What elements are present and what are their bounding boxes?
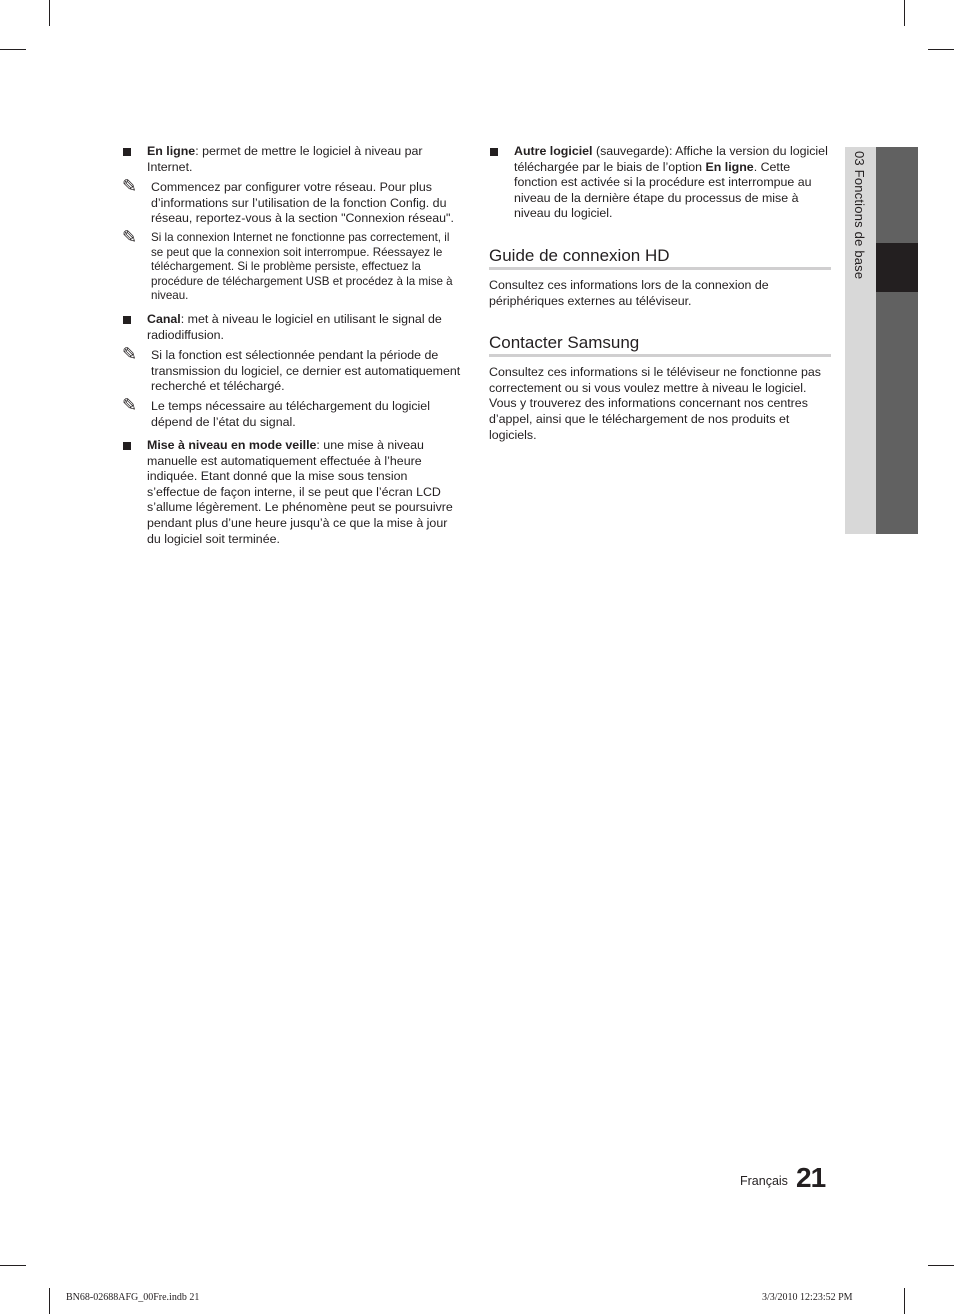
- page-number: 21: [796, 1162, 826, 1193]
- crop-mark: [49, 1288, 50, 1314]
- section-guide-connexion-hd: [489, 246, 831, 309]
- bullet-text: . Cette fonction est activée si la procédure est interrompue au niveau de la dernière étape du processus de mise à niveau du logiciel.: [514, 159, 812, 221]
- footer-language: Français: [740, 1174, 788, 1188]
- note-text: Si la fonction est sélectionnée pendant la période de transmission du logiciel, ce dernier est automatiquement recherché et téléchargé.: [151, 348, 461, 394]
- note: [122, 344, 462, 395]
- crop-mark: [904, 0, 905, 26]
- crop-mark: [928, 1265, 954, 1266]
- section-body: Consultez ces informations lors de la connexion de périphériques externes au téléviseur.: [489, 277, 769, 308]
- square-bullet-icon: [490, 148, 498, 156]
- bullet-item-autre-logiciel: [489, 144, 831, 222]
- square-bullet-icon: [123, 442, 131, 450]
- note: [122, 176, 462, 227]
- pencil-note-icon: ✎: [122, 344, 138, 366]
- pencil-note-icon: ✎: [122, 176, 138, 198]
- note: [122, 226, 462, 304]
- crop-mark: [49, 0, 50, 26]
- print-slug-timestamp: 3/3/2010 12:23:52 PM: [762, 1292, 853, 1303]
- left-column: [122, 144, 462, 552]
- bullet-term: Autre logiciel: [514, 144, 593, 158]
- bullet-item-mise-a-niveau-veille: [122, 438, 462, 547]
- note: [122, 394, 462, 430]
- note-text: Le temps nécessaire au téléchargement du logiciel dépend de l’état du signal.: [151, 398, 430, 429]
- note-text: Si la connexion Internet ne fonctionne pas correctement, il se peut que la connexion soit interrompue. Réessayez le téléchargement. Si le problème persiste, effectuez la procédure de téléchargement USB et procédez à la mise à niveau.: [151, 230, 453, 303]
- section-title: Guide de connexion HD: [489, 246, 831, 270]
- chapter-tab-strip: [876, 147, 918, 534]
- bullet-item-canal: [122, 312, 462, 343]
- crop-mark: [928, 49, 954, 50]
- bullet-text: (sauvegarde): Affiche la version du logiciel téléchargée par le biais de l’option: [514, 144, 828, 174]
- note-text: Commencez par configurer votre réseau. Pour plus d’informations sur l’utilisation de la fonction Config. du réseau, reportez-vous à la section "Connexion réseau".: [151, 180, 454, 226]
- bullet-text: : une mise à niveau manuelle est automatiquement effectuée à l’heure indiquée. Etant donné que la mise sous tension s’effectue de façon interne, il se peut que l’écran LCD s’allume légèrement. Le phénomène peut se poursuivre pendant plus d’une heure jusqu’à ce que la mise à jour du logiciel soit terminée.: [147, 438, 453, 546]
- section-body: Consultez ces informations si le téléviseur ne fonctionne pas correctement ou si vous voulez mettre à niveau le logiciel. Vous y trouverez des informations concernant nos centres d’appel, ainsi que le téléchargement de nos produits et logiciels.: [489, 365, 821, 442]
- pencil-note-icon: ✎: [122, 226, 138, 248]
- bullet-term: Canal: [147, 311, 181, 326]
- square-bullet-icon: [123, 316, 131, 324]
- print-slug-file: BN68-02688AFG_00Fre.indb 21: [66, 1292, 200, 1303]
- chapter-tab-marker: [876, 243, 918, 292]
- chapter-label: 03 Fonctions de base: [852, 151, 867, 280]
- square-bullet-icon: [123, 148, 131, 156]
- section-contacter-samsung: [489, 333, 831, 443]
- bullet-term-inline: En ligne: [705, 159, 754, 174]
- bullet-term: Mise à niveau en mode veille: [147, 438, 317, 453]
- bullet-text: : permet de mettre le logiciel à niveau par Internet.: [147, 144, 423, 174]
- section-title: Contacter Samsung: [489, 333, 831, 357]
- crop-mark: [0, 49, 26, 50]
- bullet-text: : met à niveau le logiciel en utilisant le signal de radiodiffusion.: [147, 311, 442, 342]
- crop-mark: [0, 1265, 26, 1266]
- right-column: [489, 144, 831, 443]
- crop-mark: [904, 1288, 905, 1314]
- bullet-item-en-ligne: [122, 144, 462, 175]
- pencil-note-icon: ✎: [122, 394, 138, 416]
- bullet-term: En ligne: [147, 144, 196, 158]
